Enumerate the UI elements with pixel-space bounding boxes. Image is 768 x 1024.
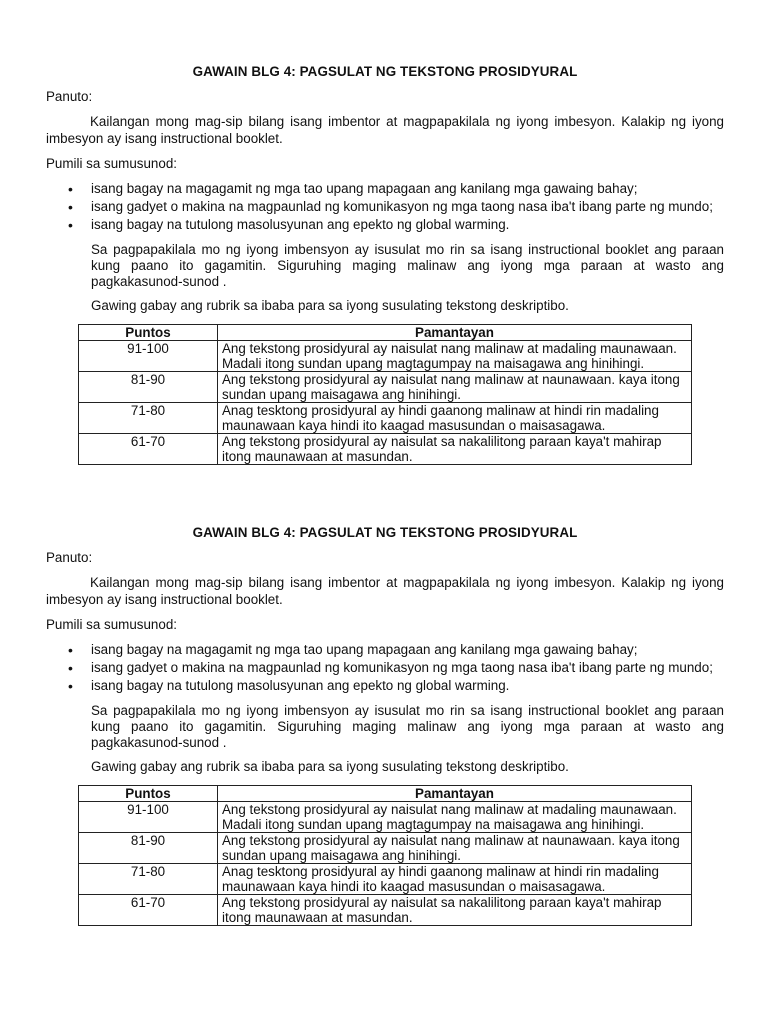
criteria-cell: Ang tekstong prosidyural ay naisulat nang malinaw at madaling maunawaan. Madali itong sundan upang magtagumpay na maisagawa ang hinihingi. bbox=[218, 341, 692, 372]
instruction-paragraph: Kailangan mong mag-sip bilang isang imbentor at magpapakilala ng iyong imbesyon. Kalakip ng iyong imbesyon ay isang instructional booklet. bbox=[46, 114, 724, 146]
header-pamantayan: Pamantayan bbox=[218, 786, 692, 802]
points-cell: 91-100 bbox=[79, 802, 218, 833]
criteria-cell: Anag tesktong prosidyural ay hindi gaanong malinaw at hindi rin madaling maunawaan kaya hindi ito kaagad masusundan o maisasagawa. bbox=[218, 403, 692, 434]
activity-section-1 bbox=[46, 64, 724, 465]
table-row bbox=[79, 403, 692, 434]
panuto-label: Panuto: bbox=[46, 89, 93, 105]
instruction-paragraph: Kailangan mong mag-sip bilang isang imbentor at magpapakilala ng iyong imbesyon. Kalakip ng iyong imbesyon ay isang instructional booklet. bbox=[46, 575, 724, 607]
points-cell: 61-70 bbox=[79, 895, 218, 926]
activity-title: GAWAIN BLG 4: PAGSULAT NG TEKSTONG PROSIDYURAL bbox=[192, 64, 578, 79]
activity-section-2 bbox=[46, 525, 724, 926]
continuation-paragraph: Sa pagpapakilala mo ng iyong imbensyon ay isusulat mo rin sa isang instructional booklet ang paraan kung paano ito gagamitin. Siguruhing maging malinaw ang iyong mga paraan at wasto ang pagkakasunod-sunod . bbox=[91, 702, 724, 751]
table-row bbox=[79, 372, 692, 403]
header-pamantayan: Pamantayan bbox=[218, 325, 692, 341]
choice-item: • isang bagay na magagamit ng mga tao upang mapagaan ang kanilang mga gawaing bahay; bbox=[46, 642, 724, 658]
choice-item: • isang gadyet o makina na magpaunlad ng komunikasyon ng mga taong nasa iba't ibang parte ng mundo; bbox=[46, 660, 724, 676]
rubric-table bbox=[78, 785, 692, 926]
points-cell: 71-80 bbox=[79, 864, 218, 895]
choices-list bbox=[46, 642, 724, 695]
rubric-guide: Gawing gabay ang rubrik sa ibaba para sa iyong susulating tekstong deskriptibo. bbox=[91, 298, 569, 314]
table-row bbox=[79, 802, 692, 833]
header-puntos: Puntos bbox=[79, 786, 218, 802]
activity-title: GAWAIN BLG 4: PAGSULAT NG TEKSTONG PROSIDYURAL bbox=[192, 525, 578, 540]
criteria-cell: Anag tesktong prosidyural ay hindi gaanong malinaw at hindi rin madaling maunawaan kaya hindi ito kaagad masusundan o maisasagawa. bbox=[218, 864, 692, 895]
criteria-cell: Ang tekstong prosidyural ay naisulat nang malinaw at naunawaan. kaya itong sundan upang maisagawa ang hinihingi. bbox=[218, 372, 692, 403]
choose-label: Pumili sa sumusunod: bbox=[46, 155, 177, 171]
choices-list bbox=[46, 181, 724, 234]
table-row bbox=[79, 434, 692, 465]
header-puntos: Puntos bbox=[79, 325, 218, 341]
table-row bbox=[79, 895, 692, 926]
criteria-cell: Ang tekstong prosidyural ay naisulat sa nakalilitong paraan kaya't mahirap itong maunawaan at masundan. bbox=[218, 434, 692, 465]
table-row bbox=[79, 341, 692, 372]
points-cell: 61-70 bbox=[79, 434, 218, 465]
choice-item: • isang bagay na magagamit ng mga tao upang mapagaan ang kanilang mga gawaing bahay; bbox=[46, 181, 724, 197]
choice-item: • isang bagay na tutulong masolusyunan ang epekto ng global warming. bbox=[46, 678, 724, 694]
continuation-paragraph: Sa pagpapakilala mo ng iyong imbensyon ay isusulat mo rin sa isang instructional booklet ang paraan kung paano ito gagamitin. Siguruhing maging malinaw ang iyong mga paraan at wasto ang pagkakasunod-sunod . bbox=[91, 241, 724, 290]
criteria-cell: Ang tekstong prosidyural ay naisulat sa nakalilitong paraan kaya't mahirap itong maunawaan at masundan. bbox=[218, 895, 692, 926]
points-cell: 81-90 bbox=[79, 833, 218, 864]
rubric-guide: Gawing gabay ang rubrik sa ibaba para sa iyong susulating tekstong deskriptibo. bbox=[91, 759, 569, 775]
rubric-table bbox=[78, 324, 692, 465]
choice-item: • isang bagay na tutulong masolusyunan ang epekto ng global warming. bbox=[46, 217, 724, 233]
criteria-cell: Ang tekstong prosidyural ay naisulat nang malinaw at naunawaan. kaya itong sundan upang maisagawa ang hinihingi. bbox=[218, 833, 692, 864]
criteria-cell: Ang tekstong prosidyural ay naisulat nang malinaw at madaling maunawaan. Madali itong sundan upang magtagumpay na maisagawa ang hinihingi. bbox=[218, 802, 692, 833]
panuto-label: Panuto: bbox=[46, 550, 93, 566]
points-cell: 81-90 bbox=[79, 372, 218, 403]
choose-label: Pumili sa sumusunod: bbox=[46, 616, 177, 632]
points-cell: 91-100 bbox=[79, 341, 218, 372]
points-cell: 71-80 bbox=[79, 403, 218, 434]
table-row bbox=[79, 833, 692, 864]
table-header-row bbox=[79, 786, 692, 802]
choice-item: • isang gadyet o makina na magpaunlad ng komunikasyon ng mga taong nasa iba't ibang parte ng mundo; bbox=[46, 199, 724, 215]
table-row bbox=[79, 864, 692, 895]
table-header-row bbox=[79, 325, 692, 341]
